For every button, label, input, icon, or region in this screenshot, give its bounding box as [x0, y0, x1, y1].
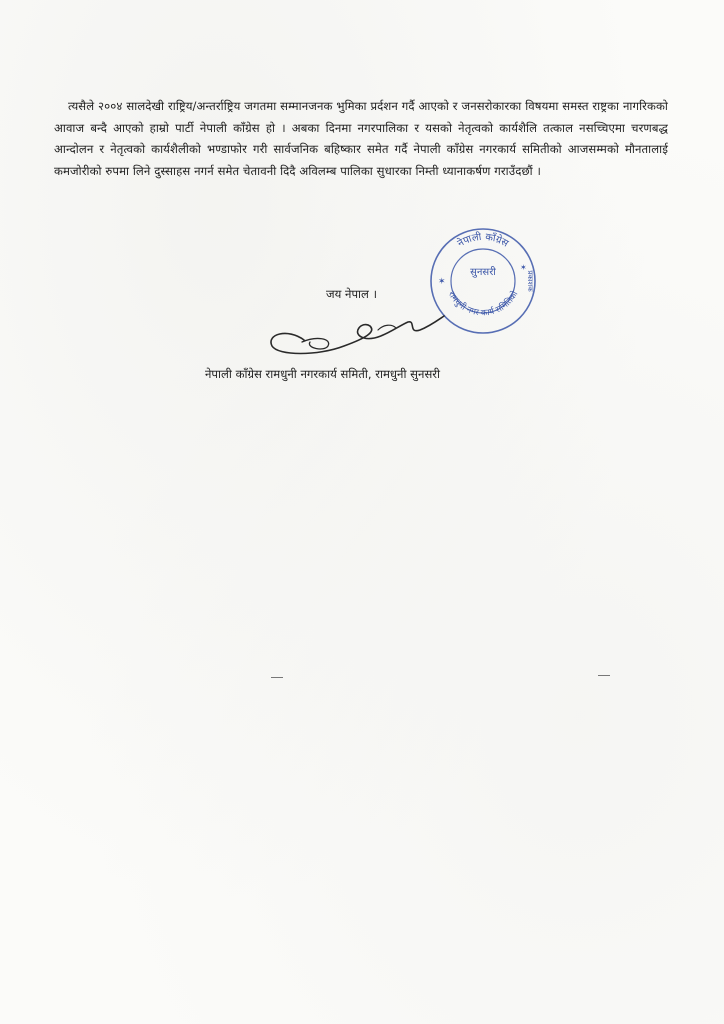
- scan-mark: [271, 677, 283, 678]
- seal-center-text: सुनसरी: [470, 267, 496, 278]
- seal-ring-right-text: प्रकाशक: [526, 270, 534, 292]
- signature-icon: [258, 302, 458, 362]
- seal-ring-bottom-text: रामधुनी नगर कार्य समितिको: [445, 289, 521, 319]
- seal-star-icon: ✶: [438, 277, 446, 287]
- seal-star-icon: ✶: [520, 263, 527, 272]
- letter-body: त्यसैले २००४ सालदेखी राष्ट्रिय/अन्तर्राष्ट्रिय जगतमा सम्मानजनक भुमिका प्रर्दशन गर्दै आएको र जनसरोकारका विषयमा समस्त राष्ट्रका नागरिकको आवाज बन्दै आएको हाम्रो पार्टी नेपाली काँग्रेस हो । अबका दिनमा नगरपालिका र यसको नेतृत्वको कार्यशैलि तत्काल नसच्चिएमा चरणबद्ध आन्दोलन र नेतृत्वको कार्यशैलीको भण्डाफोर गरी सार्वजनिक बहिष्कार समेत गर्दै नेपाली काँग्रेस नगरकार्य समितीको आजसम्मको मौनतालाई कमजोरीको रुपमा लिने दुस्साहस नगर्न समेत चेतावनी दिदै अविलम्ब पालिका सुधारका निम्ती ध्यानाकर्षण गराउँदछौं ।: [54, 99, 668, 178]
- organization-name: नेपाली काँग्रेस रामधुनी नगरकार्य समिती, रामधुनी सुनसरी: [205, 367, 441, 381]
- seal-ring-top-text: नेपाली काँग्रेस: [455, 231, 511, 250]
- scan-mark: [598, 675, 610, 676]
- closing-salutation: जय नेपाल ।: [326, 287, 377, 301]
